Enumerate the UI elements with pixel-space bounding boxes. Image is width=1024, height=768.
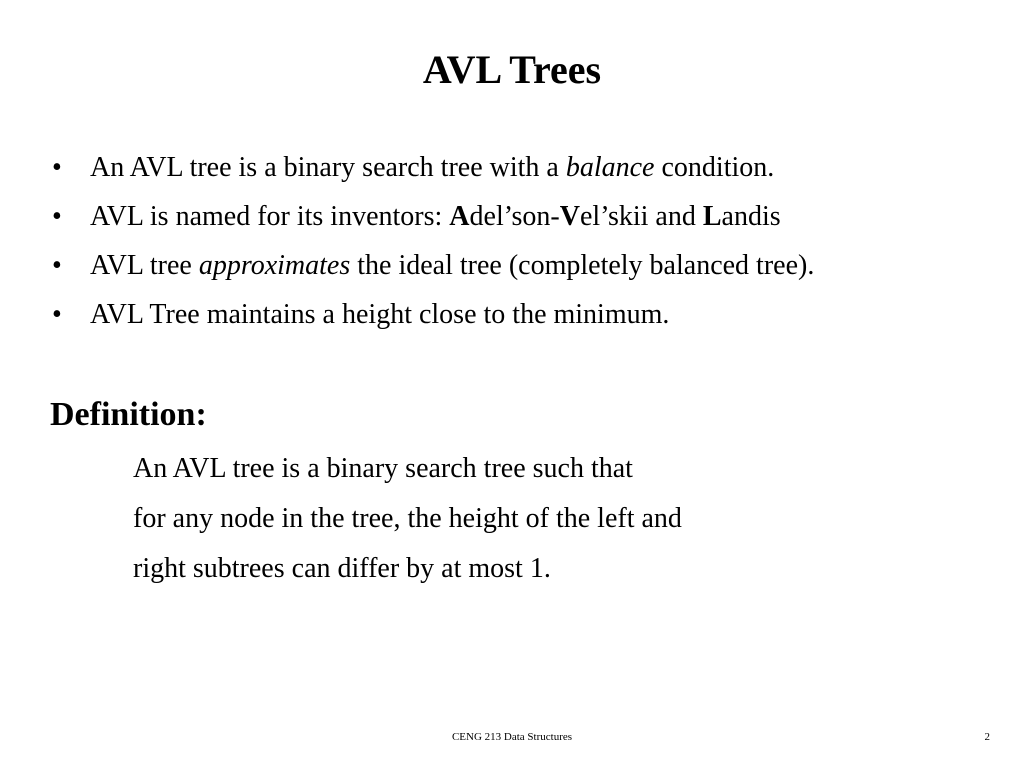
definition-line: right subtrees can differ by at most 1. [133, 553, 551, 584]
bullet-text-emphasis: approximates [198, 250, 351, 281]
bullet-text-segment: the ideal tree (completely balanced tree). [350, 250, 815, 281]
bullet-text-bold: V [559, 201, 580, 232]
bullet-item [50, 192, 1010, 241]
definition-heading: Definition: [50, 396, 207, 433]
bullet-text-bold: A [449, 201, 470, 232]
bullet-text-bold: L [702, 201, 722, 232]
bullet-dot: • [52, 152, 62, 183]
bullet-text-segment: condition. [654, 152, 775, 183]
bullet-text-segment: AVL Tree maintains a height close to the minimum. [90, 299, 670, 330]
definition-line: for any node in the tree, the height of the left and [133, 503, 682, 534]
slide-title: AVL Trees [422, 47, 602, 92]
bullet-text-emphasis: balance [565, 152, 655, 183]
footer-course: CENG 213 Data Structures [451, 731, 573, 743]
bullet-dot: • [52, 250, 62, 281]
bullet-text-segment: andis [721, 201, 781, 232]
bullet-text-segment: AVL tree [90, 250, 199, 281]
bullet-list [50, 143, 1010, 339]
bullet-text-segment: del’son- [469, 201, 560, 232]
bullet-dot: • [52, 299, 62, 330]
footer-page-number: 2 [984, 731, 990, 743]
definition-line: An AVL tree is a binary search tree such that [133, 453, 633, 484]
bullet-text-segment: An AVL tree is a binary search tree with a [90, 152, 566, 183]
bullet-dot: • [52, 201, 62, 232]
bullet-item [50, 241, 1010, 290]
bullet-text-segment: AVL is named for its inventors: [90, 201, 450, 232]
definition-body [133, 444, 993, 594]
bullet-item [50, 143, 1010, 192]
bullet-text-segment: el’skii and [579, 201, 703, 232]
bullet-item [50, 290, 1010, 339]
